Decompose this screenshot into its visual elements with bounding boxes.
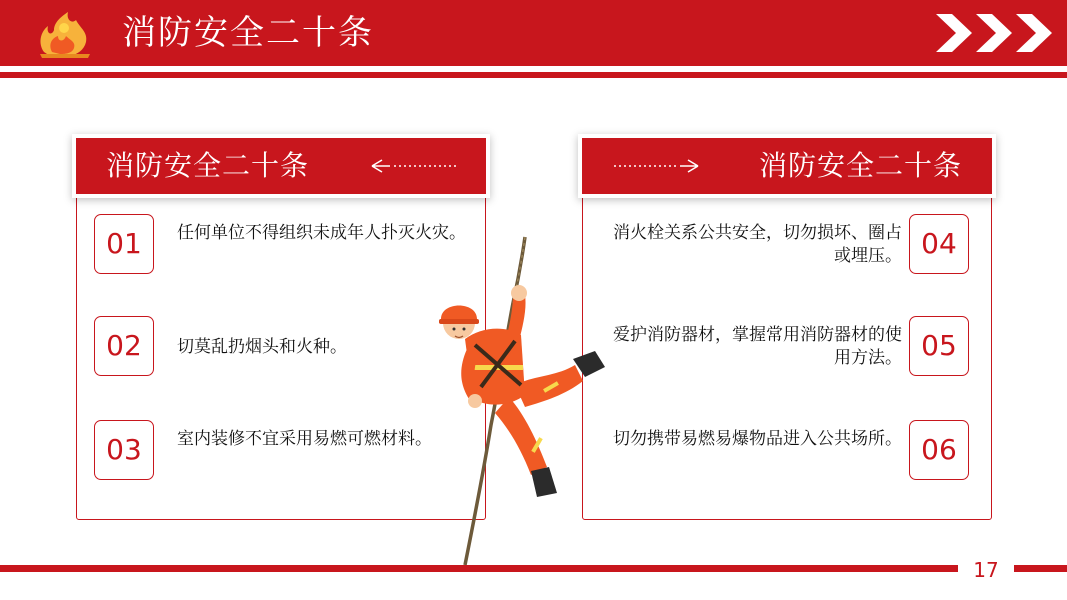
item-text: 消火栓关系公共安全，切勿损坏、圈占或埋压。	[613, 223, 902, 266]
footer-line	[0, 565, 1067, 572]
triple-chevron-right-icon	[934, 12, 1056, 54]
right-panel-header	[582, 138, 992, 194]
left-panel-title: 消防安全二十条	[106, 149, 310, 182]
item-number-badge: 01	[94, 214, 154, 274]
header-underline	[0, 72, 1067, 78]
page-title: 消防安全二十条	[122, 13, 374, 53]
item-number-badge: 03	[94, 420, 154, 480]
item-number-badge: 02	[94, 316, 154, 376]
item-text: 切莫乱扔烟头和火种。	[177, 337, 347, 357]
item-text: 切勿携带易燃易爆物品进入公共场所。	[613, 429, 902, 449]
item-text: 爱护消防器材，掌握常用消防器材的使用方法。	[613, 325, 902, 368]
firefighter-rappelling-illustration	[425, 235, 625, 565]
item-text: 任何单位不得组织未成年人扑灭火灾。	[177, 223, 466, 243]
page-number: 17	[973, 558, 999, 582]
right-panel-title: 消防安全二十条	[758, 149, 962, 182]
item-number-badge: 05	[909, 316, 969, 376]
item-number-badge: 06	[909, 420, 969, 480]
dotted-arrow-right-icon	[614, 158, 700, 174]
item-number-badge: 04	[909, 214, 969, 274]
fire-dragon-logo-icon	[34, 8, 94, 60]
left-panel-header	[76, 138, 486, 194]
item-text: 室内装修不宜采用易燃可燃材料。	[177, 429, 432, 449]
dotted-arrow-left-icon	[370, 158, 456, 174]
